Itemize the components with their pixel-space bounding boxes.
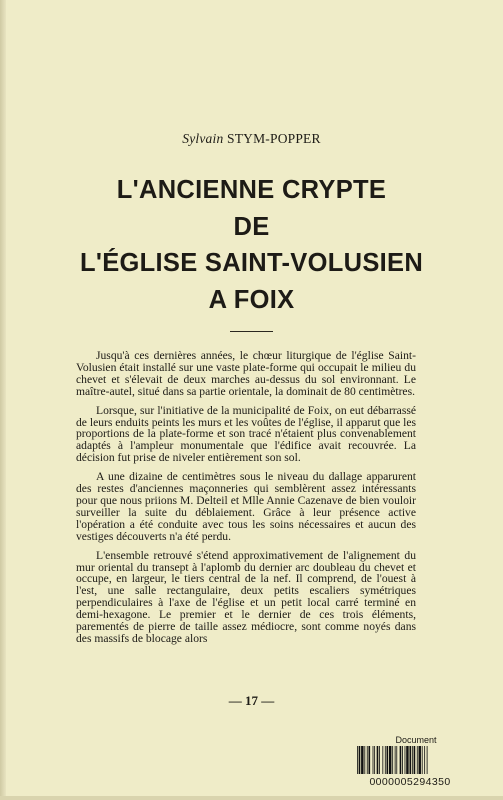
article-body <box>76 350 416 652</box>
page-bottom-edge <box>0 796 503 800</box>
paragraph: Lorsque, sur l'initiative de la municipalité de Foix, on eut débarrassé de leurs enduits peints les murs et les voûtes de l'église, il apparut que les proportions de la plate-forme et son tracé n'étaient plus convenablement adaptés à l'ampleur monumentale que l'édifice avait recouvrée. La décision fut prise de niveler entièrement son sol. <box>76 403 416 465</box>
page-number: — 17 — <box>228 693 275 708</box>
paragraph: Jusqu'à ces dernières années, le chœur liturgique de l'église Saint-Volusien était installé sur une vaste plate-forme qui occupait le milieu du chevet et s'élevait de deux marches au-dessus du sol environnant. Le maître-autel, situé dans sa partie orientale, la dominait de 80 centimètres. <box>76 349 416 398</box>
article-title <box>0 172 503 318</box>
paragraph: L'ensemble retrouvé s'étend approximativement de l'alignement du mur oriental du transept à l'aplomb du dernier arc doubleau du chevet et occupe, en largeur, le tiers central de la nef. Il comprend, de l'ouest à l'est, une salle rectangulaire, deux petits escaliers symétriques perpendiculaires à l'axe de l'église et un petit local carré terminé en demi-hexagone. Le premier et le dernier de ces trois éléments, parementés de pierre de taille assez médiocre, sont comme noyés dans des massifs de blocage alors <box>76 548 416 645</box>
page-left-edge <box>0 0 6 800</box>
author-first-name: Sylvain <box>182 131 224 146</box>
title-line: DE <box>233 212 270 241</box>
barcode-image <box>357 746 462 774</box>
barcode-label: Document <box>395 735 437 745</box>
title-line: L'ANCIENNE CRYPTE <box>116 176 387 204</box>
title-line: L'ÉGLISE SAINT-VOLUSIEN <box>79 249 424 277</box>
paragraph: A une dizaine de centimètres sous le niveau du dallage apparurent des restes d'anciennes maçonneries qui semblèrent assez intéressants pour que nous priions M. Delteil et Mlle Annie Cazenave de bien vouloir surveiller la suite du déblaiement. Grâce à leur présence active l'opération a été conduite avec tous les soins nécessaires et aucun des vestiges découverts n'a été perdu. <box>76 470 416 543</box>
barcode-number: 0000005294350 <box>369 776 451 788</box>
title-divider <box>230 331 273 332</box>
author-line <box>0 131 503 147</box>
title-line: A FOIX <box>208 285 295 314</box>
author-last-name: STYM-POPPER <box>226 131 321 146</box>
